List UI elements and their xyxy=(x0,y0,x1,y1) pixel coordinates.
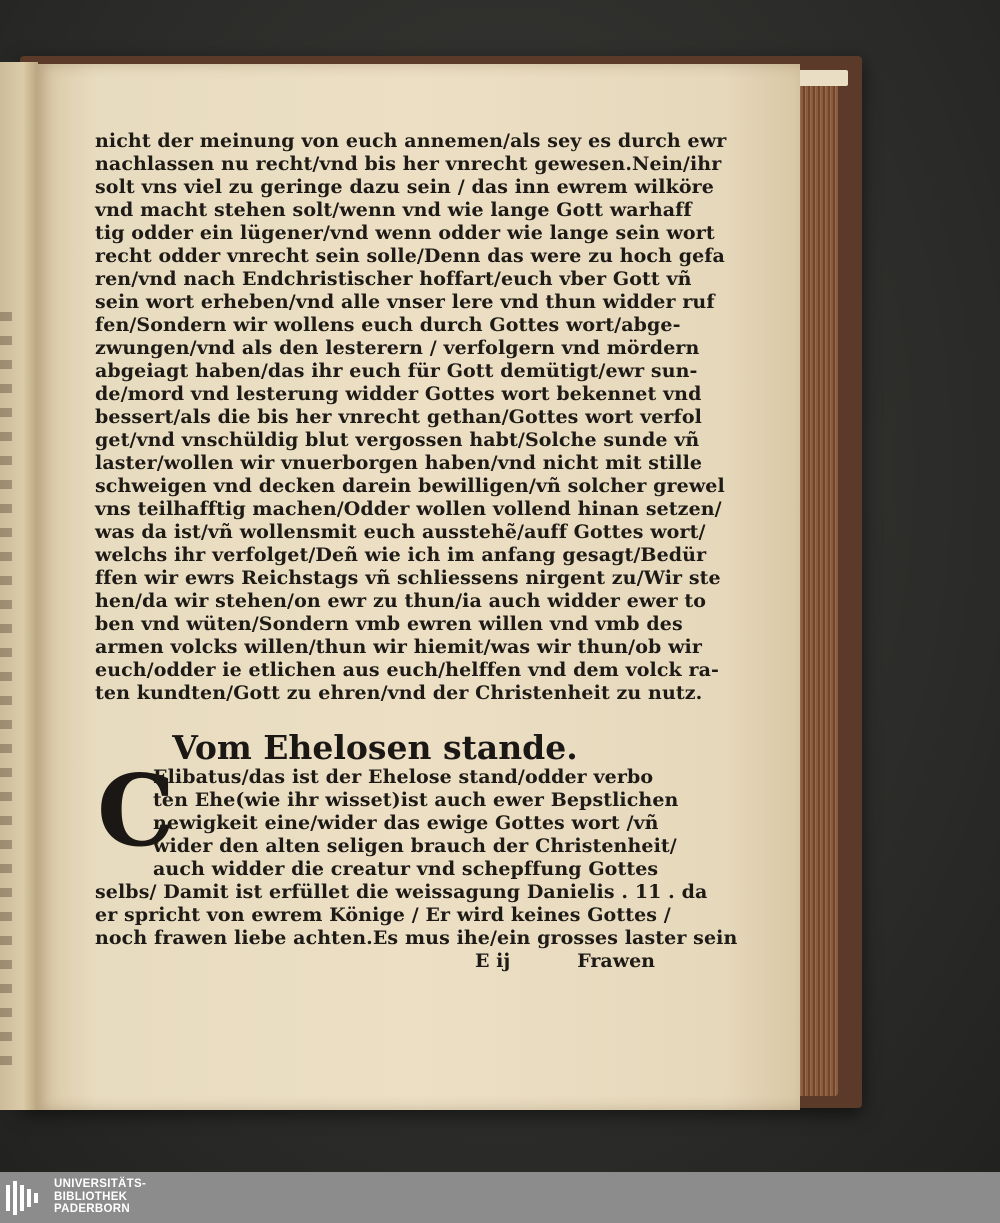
text-line: laster/wollen wir vnuerborgen haben/vnd nicht mit stille xyxy=(95,452,703,474)
section-text-line: ten Ehe(wie ihr wisset)ist auch ewer Bepstlichen xyxy=(153,789,679,811)
library-footer-bar xyxy=(0,1172,1000,1223)
left-page-text-fragment xyxy=(0,312,12,1072)
page-footer-line xyxy=(95,950,655,974)
section-text-line: Elibatus/das ist der Ehelose stand/odder verbo xyxy=(153,766,654,788)
signature-mark: E ij xyxy=(475,950,511,972)
text-line: was da ist/vñ wollensmit euch ausstehẽ/auff Gottes wort/ xyxy=(95,521,706,543)
section-text-line: auch widder die creatur vnd schepffung Gottes xyxy=(153,858,659,880)
section-text-line: newigkeit eine/wider das ewige Gottes wort /vñ xyxy=(153,812,659,834)
text-line: ben vnd wüten/Sondern vmb ewren willen vnd vmb des xyxy=(95,613,683,635)
text-line: euch/odder ie etlichen aus euch/helffen vnd dem volck ra- xyxy=(95,659,719,681)
text-line: ren/vnd nach Endchristischer hoffart/euch vber Gott vñ xyxy=(95,268,692,290)
section-text-line: noch frawen liebe achten.Es mus ihe/ein grosses laster sein xyxy=(95,927,738,949)
library-logo-text xyxy=(54,1178,146,1216)
text-line: fen/Sondern wir wollens euch durch Gottes wort/abge- xyxy=(95,314,681,336)
text-line: solt vns viel zu geringe dazu sein / das inn ewrem wilköre xyxy=(95,176,714,198)
text-line: bessert/als die bis her vnrecht gethan/Gottes wort verfol xyxy=(95,406,702,428)
section-text-line: selbs/ Damit ist erfüllet die weissagung Danielis . 11 . da xyxy=(95,881,708,903)
decorated-initial: C xyxy=(97,754,175,869)
text-line: schweigen vnd decken darein bewilligen/vñ solcher grewel xyxy=(95,475,725,497)
catchword: Frawen xyxy=(577,950,655,972)
text-line: armen volcks willen/thun wir hiemit/was wir thun/ob wir xyxy=(95,636,702,658)
library-logo-line: UNIVERSITÄTS- xyxy=(54,1178,147,1190)
text-line: abgeiagt haben/das ihr euch für Gott demütigt/ewr sun- xyxy=(95,360,698,382)
text-line: vnd macht stehen solt/wenn vnd wie lange Gott warhaff xyxy=(95,199,692,221)
library-logo-icon xyxy=(6,1181,46,1215)
text-line: sein wort erheben/vnd alle vnser lere vnd thun widder ruf xyxy=(95,291,715,313)
text-line: nicht der meinung von euch annemen/als sey es durch ewr xyxy=(95,130,727,152)
text-line: recht odder vnrecht sein solle/Denn das were zu hoch gefa xyxy=(95,245,725,267)
section-text-line: er spricht von ewrem Könige / Er wird keines Gottes / xyxy=(95,904,671,926)
left-page-edge xyxy=(0,62,38,1110)
text-line: ten kundten/Gott zu ehren/vnd der Christenheit zu nutz. xyxy=(95,682,703,704)
library-logo-line: PADERBORN xyxy=(54,1203,130,1215)
text-line: zwungen/vnd als den lesterern / verfolgern vnd mördern xyxy=(95,337,700,359)
text-line: get/vnd vnschüldig blut vergossen habt/Solche sunde vñ xyxy=(95,429,700,451)
section-text-line: wider den alten seligen brauch der Christenheit/ xyxy=(153,835,677,857)
text-line: hen/da wir stehen/on ewr zu thun/ia auch widder ewer to xyxy=(95,590,707,612)
text-line: nachlassen nu recht/vnd bis her vnrecht gewesen.Nein/ihr xyxy=(95,153,722,175)
library-logo-line: BIBLIOTHEK xyxy=(54,1190,128,1203)
text-line: de/mord vnd lesterung widder Gottes wort bekennet vnd xyxy=(95,383,702,405)
text-line: ffen wir ewrs Reichstags vñ schliessens nirgent zu/Wir ste xyxy=(95,567,721,589)
text-line: vns teilhafftig machen/Odder wollen vollend hinan setzen/ xyxy=(95,498,722,520)
text-line: tig odder ein lügener/vnd wenn odder wie lange sein wort xyxy=(95,222,715,244)
text-line: welchs ihr verfolget/Deñ wie ich im anfang gesagt/Bedür xyxy=(95,544,707,566)
section-heading: Vom Ehelosen stande. xyxy=(172,728,578,767)
